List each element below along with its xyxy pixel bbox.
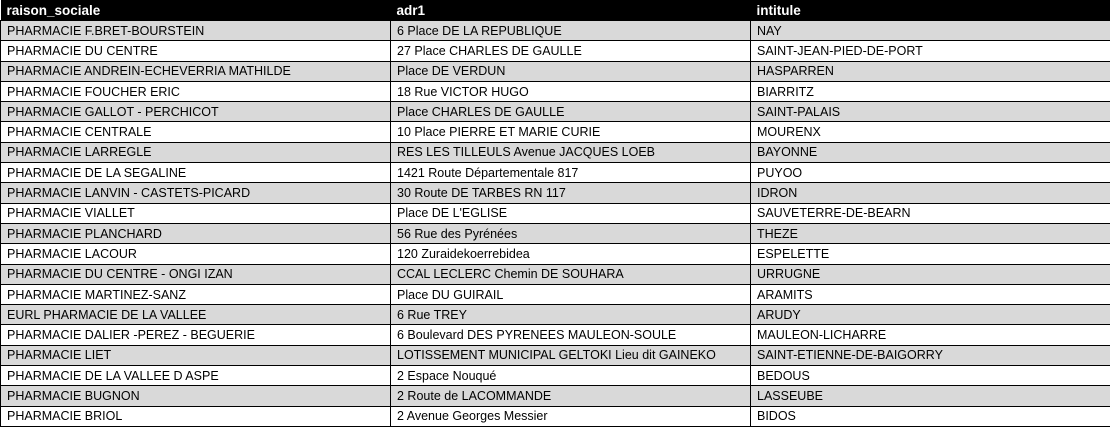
cell-adr1[interactable]: 2 Espace Nouqué — [391, 366, 751, 386]
cell-intitule[interactable]: BAYONNE — [751, 142, 1110, 162]
table-row — [1, 223, 1110, 243]
cell-adr1[interactable]: RES LES TILLEULS Avenue JACQUES LOEB — [391, 142, 751, 162]
cell-intitule[interactable]: ARAMITS — [751, 284, 1110, 304]
cell-intitule[interactable]: SAUVETERRE-DE-BEARN — [751, 203, 1110, 223]
cell-intitule[interactable]: IDRON — [751, 183, 1110, 203]
table-row — [1, 61, 1110, 81]
cell-adr1[interactable]: 6 Place DE LA REPUBLIQUE — [391, 21, 751, 41]
cell-raison-sociale[interactable]: PHARMACIE DU CENTRE — [1, 41, 391, 61]
cell-intitule[interactable]: ARUDY — [751, 305, 1110, 325]
cell-intitule[interactable]: PUYOO — [751, 163, 1110, 183]
cell-adr1[interactable]: Place CHARLES DE GAULLE — [391, 102, 751, 122]
cell-intitule[interactable]: SAINT-ETIENNE-DE-BAIGORRY — [751, 345, 1110, 365]
cell-adr1[interactable]: Place DU GUIRAIL — [391, 284, 751, 304]
cell-raison-sociale[interactable]: EURL PHARMACIE DE LA VALLEE — [1, 305, 391, 325]
cell-raison-sociale[interactable]: PHARMACIE LANVIN - CASTETS-PICARD — [1, 183, 391, 203]
table-row — [1, 366, 1110, 386]
cell-adr1[interactable]: 2 Route de LACOMMANDE — [391, 386, 751, 406]
column-header-raison-sociale[interactable]: raison_sociale — [1, 0, 391, 21]
table-row — [1, 386, 1110, 406]
table-row — [1, 406, 1110, 426]
cell-intitule[interactable]: SAINT-JEAN-PIED-DE-PORT — [751, 41, 1110, 61]
table-row — [1, 203, 1110, 223]
cell-raison-sociale[interactable]: PHARMACIE GALLOT - PERCHICOT — [1, 102, 391, 122]
table-row — [1, 345, 1110, 365]
table-row — [1, 264, 1110, 284]
cell-adr1[interactable]: 6 Boulevard DES PYRENEES MAULEON-SOULE — [391, 325, 751, 345]
table-row — [1, 102, 1110, 122]
cell-intitule[interactable]: THEZE — [751, 223, 1110, 243]
cell-intitule[interactable]: MAULEON-LICHARRE — [751, 325, 1110, 345]
cell-raison-sociale[interactable]: PHARMACIE CENTRALE — [1, 122, 391, 142]
table-row — [1, 325, 1110, 345]
cell-intitule[interactable]: HASPARREN — [751, 61, 1110, 81]
cell-raison-sociale[interactable]: PHARMACIE FOUCHER ERIC — [1, 81, 391, 101]
table-row — [1, 81, 1110, 101]
cell-adr1[interactable]: 120 Zuraidekoerrebidea — [391, 244, 751, 264]
cell-intitule[interactable]: BIDOS — [751, 406, 1110, 426]
table-row — [1, 21, 1110, 41]
cell-raison-sociale[interactable]: PHARMACIE ANDREIN-ECHEVERRIA MATHILDE — [1, 61, 391, 81]
cell-raison-sociale[interactable]: PHARMACIE PLANCHARD — [1, 223, 391, 243]
cell-adr1[interactable]: CCAL LECLERC Chemin DE SOUHARA — [391, 264, 751, 284]
cell-raison-sociale[interactable]: PHARMACIE DE LA VALLEE D ASPE — [1, 366, 391, 386]
cell-raison-sociale[interactable]: PHARMACIE LACOUR — [1, 244, 391, 264]
table-row — [1, 284, 1110, 304]
table-row — [1, 183, 1110, 203]
table-row — [1, 244, 1110, 264]
cell-raison-sociale[interactable]: PHARMACIE BRIOL — [1, 406, 391, 426]
cell-intitule[interactable]: BEDOUS — [751, 366, 1110, 386]
cell-intitule[interactable]: MOURENX — [751, 122, 1110, 142]
cell-adr1[interactable]: Place DE L'EGLISE — [391, 203, 751, 223]
cell-raison-sociale[interactable]: PHARMACIE DE LA SEGALINE — [1, 163, 391, 183]
cell-adr1[interactable]: Place DE VERDUN — [391, 61, 751, 81]
cell-adr1[interactable]: 30 Route DE TARBES RN 117 — [391, 183, 751, 203]
cell-raison-sociale[interactable]: PHARMACIE LIET — [1, 345, 391, 365]
column-header-adr1[interactable]: adr1 — [391, 0, 751, 21]
cell-intitule[interactable]: LASSEUBE — [751, 386, 1110, 406]
cell-intitule[interactable]: URRUGNE — [751, 264, 1110, 284]
cell-intitule[interactable]: SAINT-PALAIS — [751, 102, 1110, 122]
cell-raison-sociale[interactable]: PHARMACIE LARREGLE — [1, 142, 391, 162]
cell-adr1[interactable]: LOTISSEMENT MUNICIPAL GELTOKI Lieu dit GAINEKO — [391, 345, 751, 365]
cell-adr1[interactable]: 6 Rue TREY — [391, 305, 751, 325]
cell-raison-sociale[interactable]: PHARMACIE F.BRET-BOURSTEIN — [1, 21, 391, 41]
cell-raison-sociale[interactable]: PHARMACIE BUGNON — [1, 386, 391, 406]
cell-adr1[interactable]: 56 Rue des Pyrénées — [391, 223, 751, 243]
table-row — [1, 41, 1110, 61]
table-row — [1, 305, 1110, 325]
cell-adr1[interactable]: 18 Rue VICTOR HUGO — [391, 81, 751, 101]
cell-raison-sociale[interactable]: PHARMACIE MARTINEZ-SANZ — [1, 284, 391, 304]
cell-adr1[interactable]: 2 Avenue Georges Messier — [391, 406, 751, 426]
cell-adr1[interactable]: 1421 Route Départementale 817 — [391, 163, 751, 183]
cell-raison-sociale[interactable]: PHARMACIE DALIER -PEREZ - BEGUERIE — [1, 325, 391, 345]
table-body — [1, 21, 1110, 427]
cell-intitule[interactable]: ESPELETTE — [751, 244, 1110, 264]
header-row — [1, 0, 1110, 21]
cell-adr1[interactable]: 27 Place CHARLES DE GAULLE — [391, 41, 751, 61]
table-row — [1, 163, 1110, 183]
table-row — [1, 142, 1110, 162]
table-row — [1, 122, 1110, 142]
cell-raison-sociale[interactable]: PHARMACIE DU CENTRE - ONGI IZAN — [1, 264, 391, 284]
cell-raison-sociale[interactable]: PHARMACIE VIALLET — [1, 203, 391, 223]
column-header-intitule[interactable]: intitule — [751, 0, 1110, 21]
cell-intitule[interactable]: BIARRITZ — [751, 81, 1110, 101]
cell-intitule[interactable]: NAY — [751, 21, 1110, 41]
cell-adr1[interactable]: 10 Place PIERRE ET MARIE CURIE — [391, 122, 751, 142]
